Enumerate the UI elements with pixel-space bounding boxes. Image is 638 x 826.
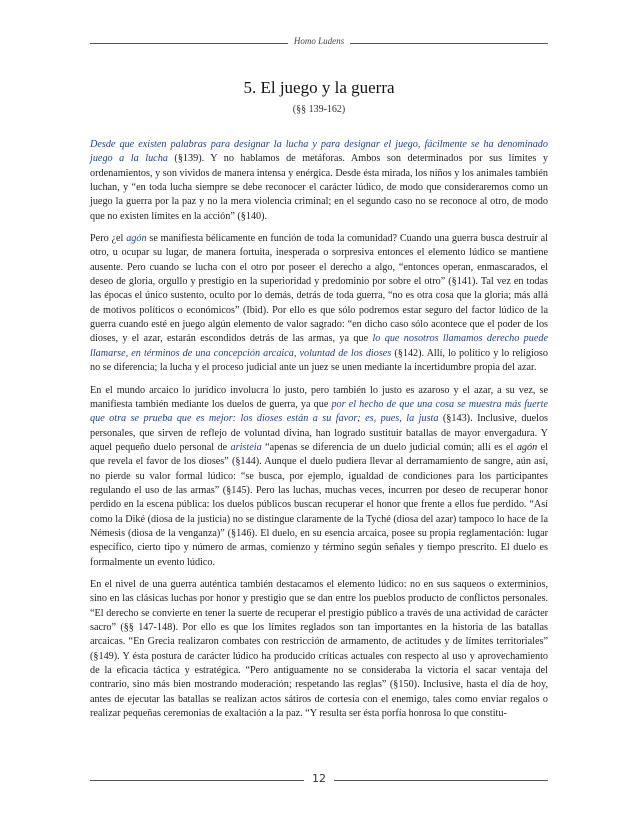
header-rule-right [350,43,548,44]
agon-term-2: agón [516,441,538,453]
paragraph-1-lead: Desde que existen palabras para designar la lucha y para designar el juego, fácilmente se ha denominado juego a la lucha [90,139,548,165]
paragraph-1-text: (§139). Y no hablamos de metáforas. Ambos son determinados por sus límites y ordenamientos, y son vividos de manera intensa y enérgica. Desde ésta mirada, los niños y los animales también luchan, y “en toda lucha siempre se debe reconocer el carácter lúdico, de modo que consideraremos como un juego la guerra por la paz y no la mera violencia criminal; en el segundo caso no se reconoce al otro, de modo que no existen límites en la acción” (§140). [90,153,548,222]
header-rule-left [90,43,288,44]
aristeia-term: aristeia [230,441,262,453]
footer-rule-right [334,780,548,781]
paragraph-3 [90,384,548,570]
body-text [90,138,548,729]
running-footer [90,772,548,785]
paragraph-1 [90,138,548,224]
paragraph-4 [90,578,548,721]
chapter-subtitle: (§§ 139-162) [292,104,346,115]
agon-term: agón [126,233,147,245]
paragraph-2-text-b: se manifiesta bélicamente en función de toda la comunidad? Cuando una guerra busca destruir al otro, u ocupar su lugar, de manera fortuita, inesperada o sorpresiva entonces el elemento lúdico se mantiene ausente. Pero cuando se lucha con el otro por poseer el derecho a algo, “entonces operan, enmascarados, el deseo de gloria, orgullo y prestigio en la superioridad y predominio por sobre el otro” (§141). Tal vez en todas las épocas el único sustento, oculto por lo demás, detrás de toda guerra, “no es otra cosa que la gloria; más allá de motivos políticos o económicos” (Ibid). Por ello es que sólo podremos estar seguro del factor lúdico de la guerra cuando esté en juego algún elemento de valor sagrado: “en dicho caso sólo acontece que el poder de los dioses, y el azar, estarán escondidos detrás de las armas, ya que [90,233,548,345]
paragraph-3-quote: por el hecho de que una cosa se muestra más fuerte que otra se prueba que es mejor: los dioses están a su favor; es, pues, la justa [90,398,548,425]
paragraph-4-text: En el nivel de una guerra auténtica también destacamos el elemento lúdico: no en sus saqueos o exterminios, sino en las clásicas luchas por honor y prestigio que se dan entre los pueblos producto de conflictos personales. “El derecho se convierte en tener la suerte de recuperar el prestigio público a través de una actividad de carácter sacro” (§§ 147-148). Por ello es que los límites reglados son tan importantes en la historia de las batallas arcaicas. “En Grecia realizaron combates con restricción de armamento, de actitudes y de límites territoriales” (§149). Y ésta postura de carácter lúdico ha producido críticas actuales con respecto al uso y aprovechamiento de la eficacia táctica y estratégica. “Pero antiguamente no se consideraba la victoria el sacar ventaja del contrario, sino más bien mostrando moderación; respetando las reglas” (§150). Inclusive, hasta el día de hoy, antes de ejecutar las batallas se realizan actos sátiros de cortesía con el enemigo, tales como enviar regalos o realizar pequeñas ceremonias de exaltación a la paz. “Y resulta ser ésta porfía honrosa lo que constitu- [90,578,548,720]
page-number: 12 [312,772,326,785]
paragraph-3-text-b: (§143). Inclusive, duelos personales, que sirven de reflejo de voluntad divina, han logrado sustituir batallas de mayor envergadura. Y aquel pequeño duelo personal de [90,413,549,453]
paragraph-2-quote: lo que nosotros llamamos derecho puede llamarse, en términos de una concepción arcaica, voluntad de los dioses [90,333,548,359]
running-header [90,36,548,46]
paragraph-3-text-c: “apenas se diferencia de un duelo judicial común; allí es el [261,441,517,453]
chapter-heading [90,78,548,115]
paragraph-3-text-a: En el mundo arcaico lo jurídico involucra lo justo, pero también lo justo es azaroso y el azar, a su vez, se manifiesta también mediante los duelos de guerra, ya que [90,384,548,410]
paragraph-2 [90,232,548,375]
paragraph-2-text-c: (§142). Allí, lo político y lo religioso no se diferencia; la lucha y el proceso judicial ante un juez se unen mediante la incertidumbre propia del azar. [90,347,548,374]
paragraph-3-text-d: el que revela el favor de los dioses” (§144). Aunque el duelo pudiera llevar al derramamiento de sangre, aún así, no pierde su valor formal lúdico: “se busca, por ejemplo, igualdad de condiciones para los participantes regulando el uso de las armas” (§145). Pero las luchas, muchas veces, incurren por deseo de recuperar honor perdido en la escena pública: los duelos públicos buscan recuperar el honor que frente a ellos fue perdido. “Así como la Diké (diosa de la justicia) no se distingue claramente de la Tyché (diosa del azar) tampoco lo hace de la Némesis (diosa de la venganza)” (§146). El duelo, en su esencia arcaica, posee su propia reglamentación: lugar específico, cierto tipo y número de armas, comienzo y término según señales y tiempo prescrito. El duelo es formalmente un evento lúdico. [90,441,548,568]
chapter-title: 5. El juego y la guerra [243,78,395,97]
paragraph-2-text-a: Pero ¿el [90,233,127,245]
running-title: Homo Ludens [293,36,345,46]
footer-rule-left [90,780,304,781]
